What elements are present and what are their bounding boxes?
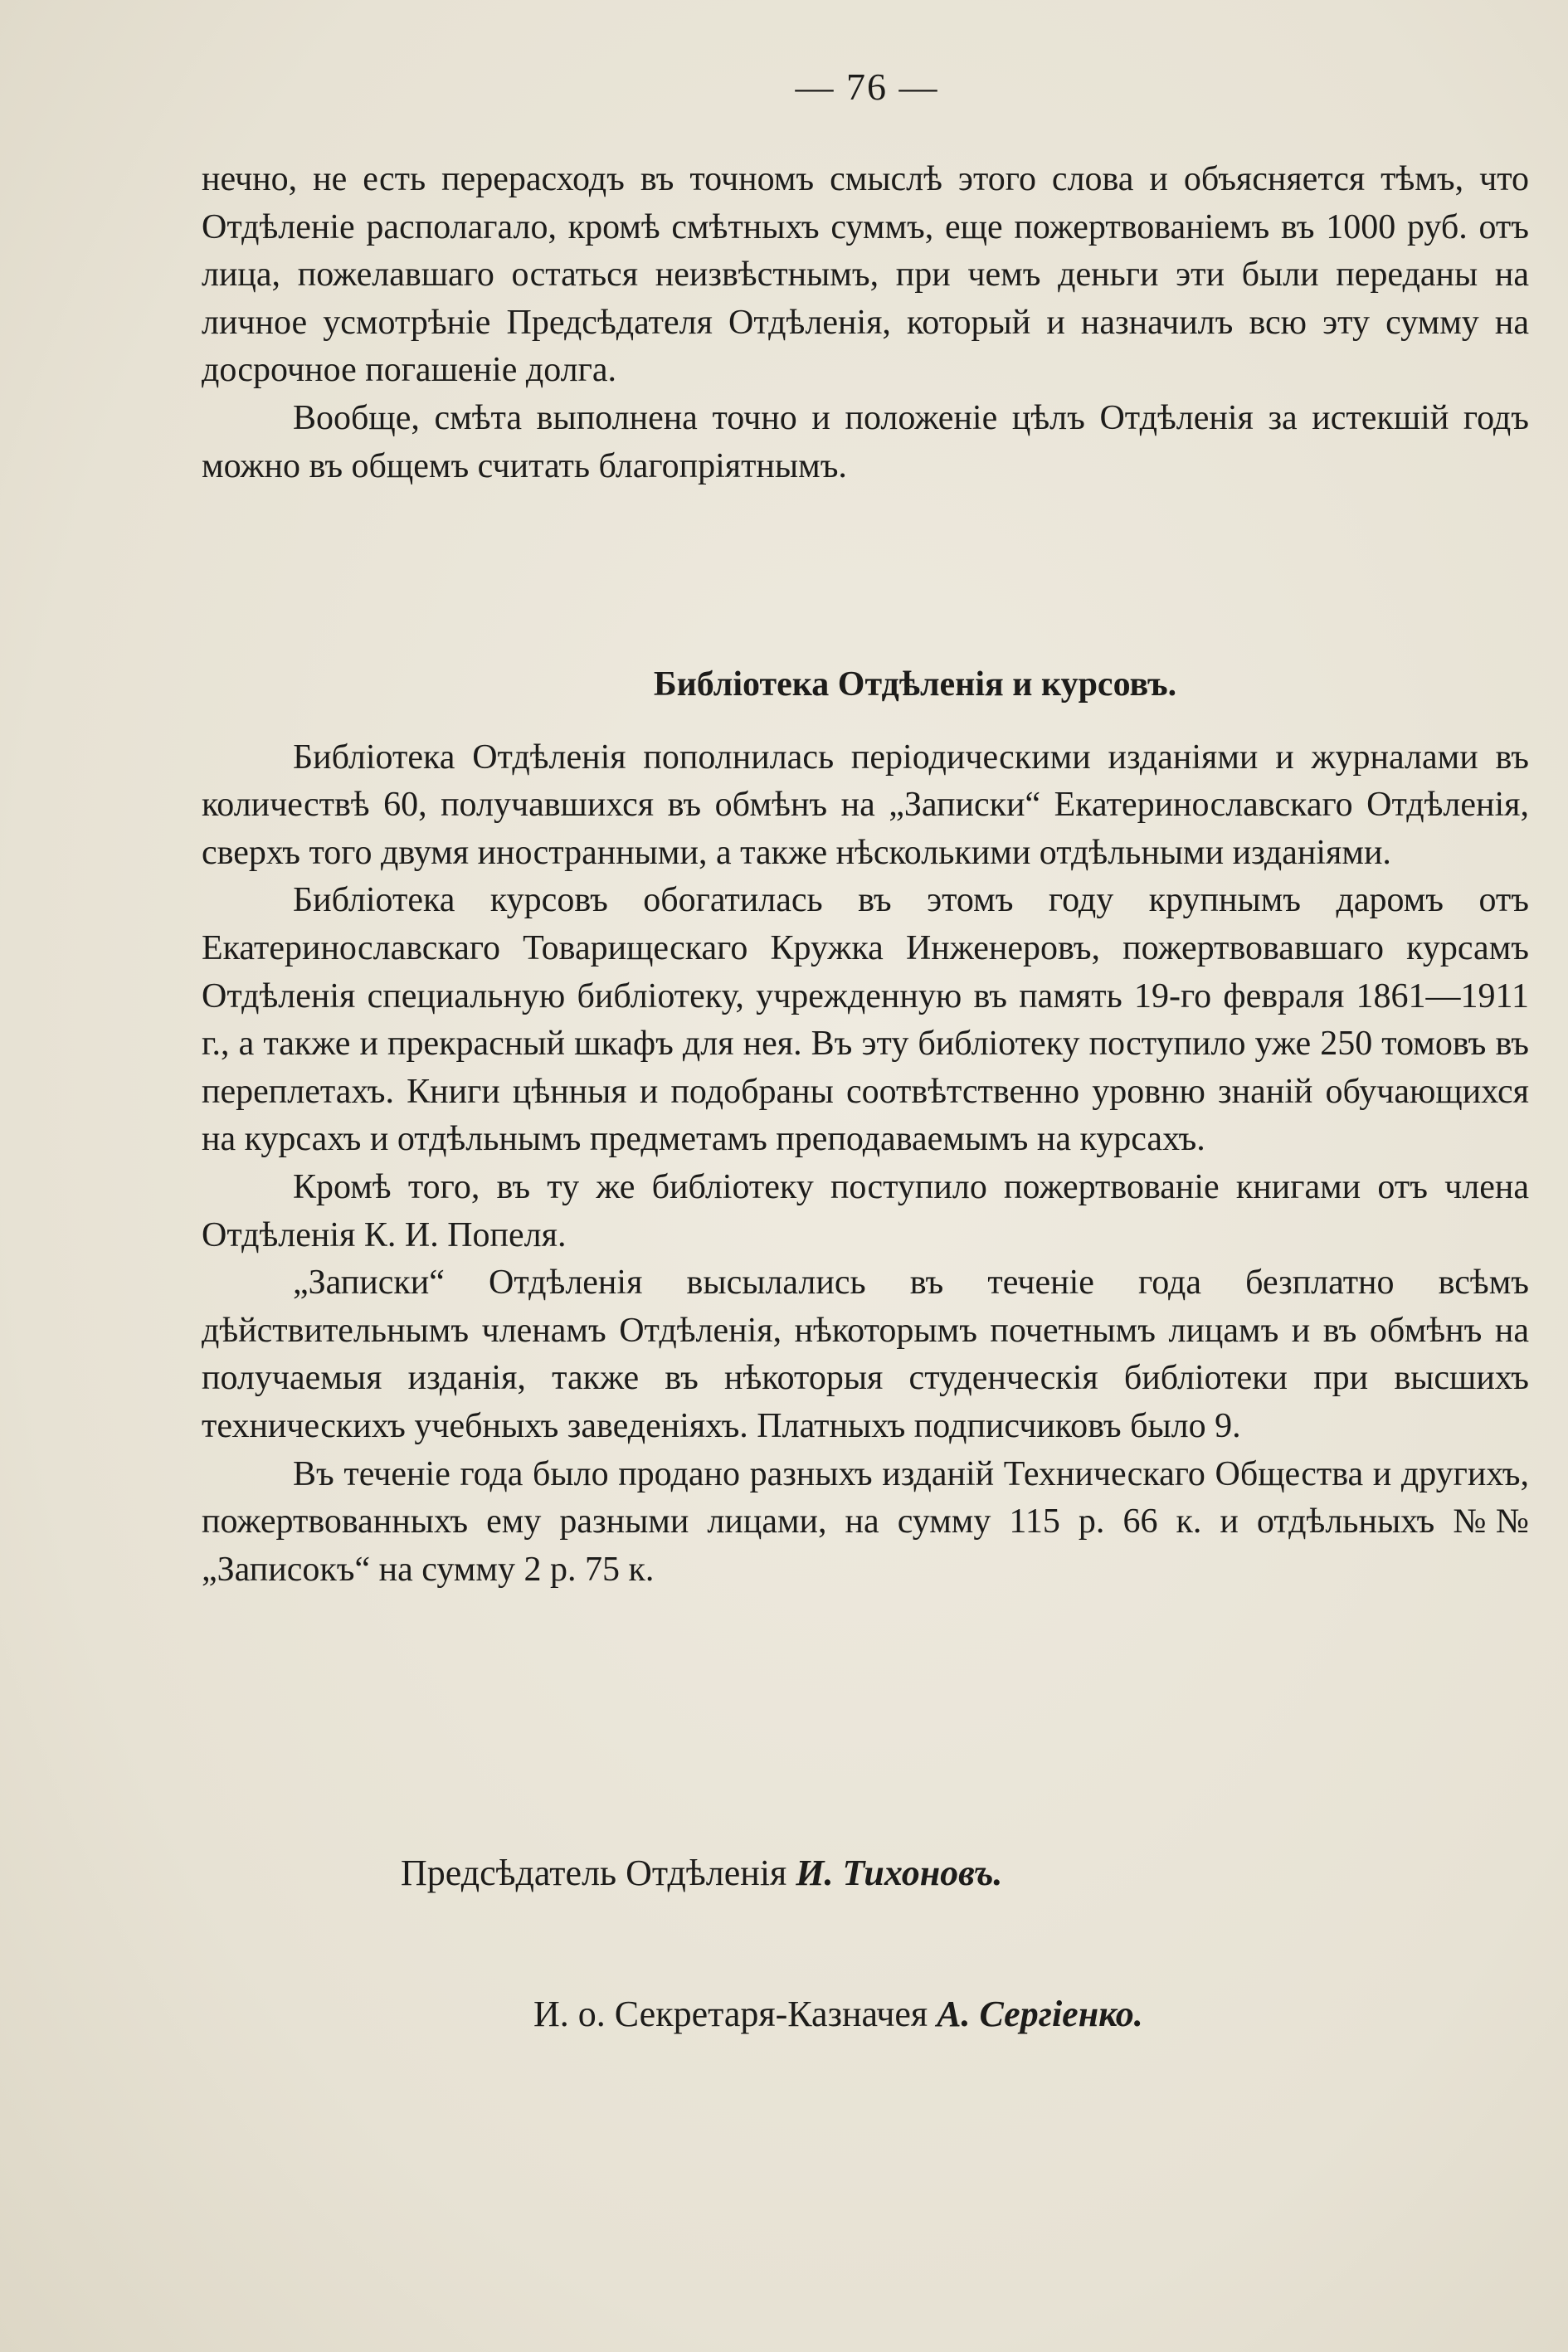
signature-secretary [533, 1993, 1143, 2035]
text-block-top [202, 156, 1529, 490]
chairman-title: Предсѣдатель Отдѣленія [401, 1853, 787, 1893]
paragraph-library-periodicals: Библіотека Отдѣленія пополнилась періодическими изданіями и журналами въ количествѣ 60, получавшихся въ обмѣнъ на „Записки“ Екатеринославскаго Отдѣленія, сверхъ того двумя иностранными, а также нѣсколькими отдѣльными изданіями. [202, 738, 1529, 872]
paragraph-sales: Въ теченіе года было продано разныхъ изданій Техническаго Общества и другихъ, пожертвованныхъ ему разными лицами, на сумму 115 р. 66 к. и отдѣльныхъ №№ „Записокъ“ на сумму 2 р. 75 к. [202, 1454, 1529, 1589]
page-number: — 76 — [795, 66, 939, 108]
paragraph-courses-library: Библіотека курсовъ обогатилась въ этомъ году крупнымъ даромъ отъ Екатеринославскаго Товарищескаго Кружка Инженеровъ, пожертвовавшаго курсамъ Отдѣленія специальную библіотеку, учрежденную въ память 19-го февраля 1861—1911 г., а также и прекрасный шкафъ для нея. Въ эту библіотеку поступило уже 250 томовъ въ переплетахъ. Книги цѣнныя и подобраны соотвѣтственно уровню знаній обучающихся на курсахъ и отдѣльнымъ предметамъ преподаваемымъ на курсахъ. [202, 881, 1529, 1159]
paragraph-book-donation: Кромѣ того, въ ту же библіотеку поступило пожертвованіе книгами отъ члена Отдѣленія К. И. Попеля. [202, 1167, 1529, 1254]
paragraph-zapiski-distribution: „Записки“ Отдѣленія высылались въ теченіе года безплатно всѣмъ дѣйствительнымъ членамъ Отдѣленія, нѣкоторымъ почетнымъ лицамъ и въ обмѣнъ на получаемыя изданія, также въ нѣкоторыя студенческія библіотеки при высшихъ техническихъ учебныхъ заведеніяхъ. Платныхъ подписчиковъ было 9. [202, 1264, 1529, 1445]
signature-chairman [401, 1852, 1002, 1894]
chairman-name: И. Тихоновъ. [796, 1853, 1003, 1893]
secretary-title: И. о. Секретаря-Казначея [533, 1994, 928, 2034]
paragraph-estimate-summary: Вообще, смѣта выполнена точно и положеніе цѣлъ Отдѣленія за истекшій годъ можно въ общемъ считать благопріятнымъ. [202, 398, 1529, 485]
text-block-library [202, 641, 1529, 1594]
section-heading-library: Библіотека Отдѣленія и курсовъ. [653, 665, 1177, 704]
secretary-name: А. Сергіенко. [937, 1994, 1143, 2034]
paragraph-continuation: нечно, не есть перерасходъ въ точномъ смыслѣ этого слова и объясняется тѣмъ, что Отдѣленіе располагало, кромѣ смѣтныхъ суммъ, еще пожертвованіемъ въ 1000 руб. отъ лица, пожелавшаго остаться неизвѣстнымъ, при чемъ деньги эти были переданы на личное усмотрѣніе Предсѣдателя Отдѣленія, который и назначилъ всю эту сумму на досрочное погашеніе долга. [202, 160, 1529, 390]
